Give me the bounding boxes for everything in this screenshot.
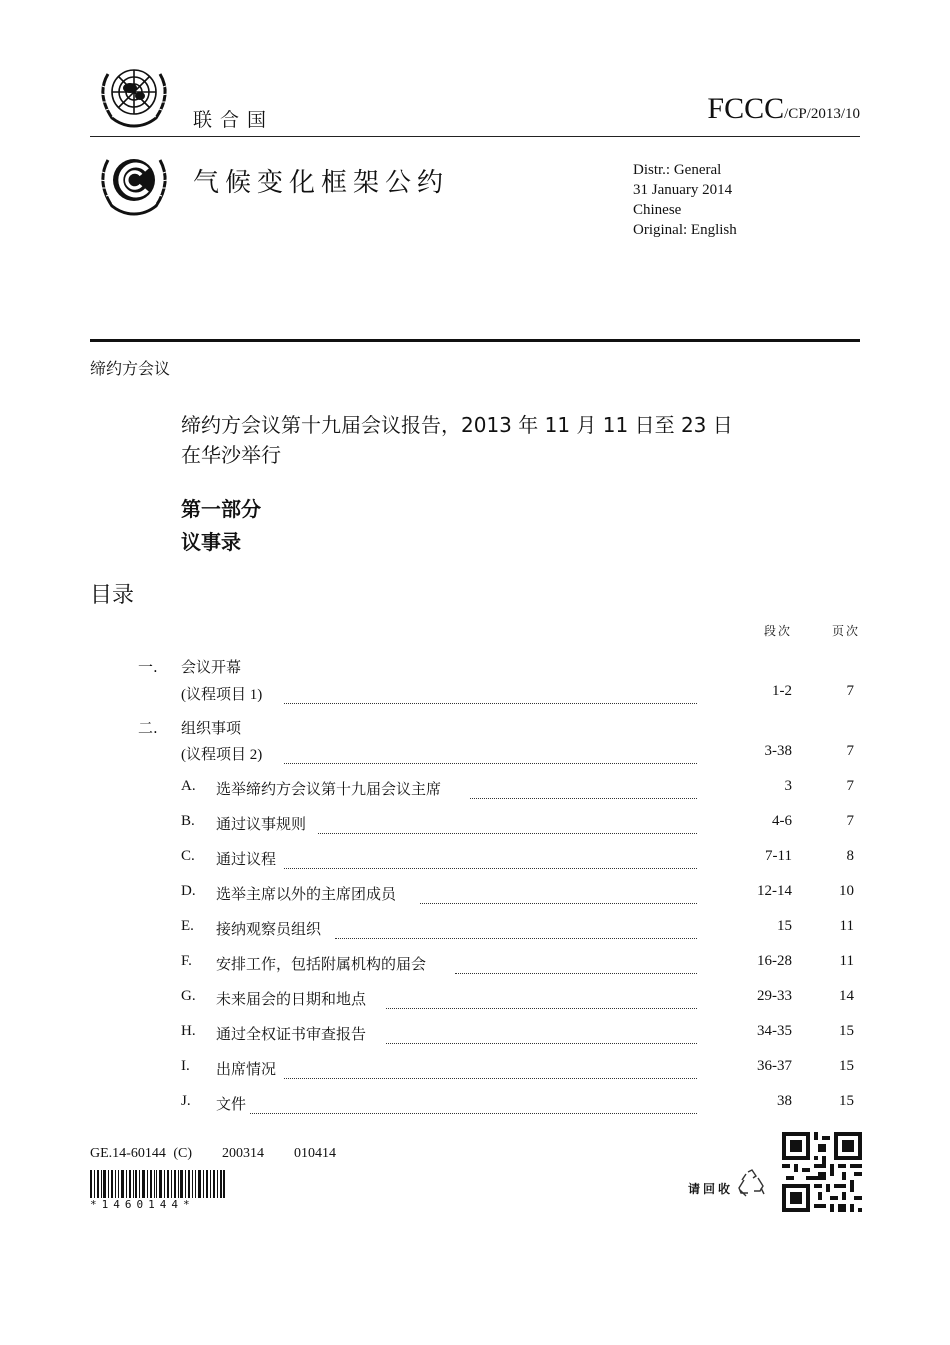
toc-page: 7 — [846, 813, 854, 829]
header-divider — [90, 136, 860, 137]
toc-paragraphs: 4-6 — [772, 813, 792, 829]
toc-page: 11 — [839, 918, 854, 934]
toc-subitem-text: 接纳观察员组织 — [216, 920, 322, 938]
toc-leader-dots — [318, 813, 697, 834]
toc-paragraphs: 12-14 — [757, 883, 792, 899]
toc-paragraphs: 29-33 — [757, 988, 792, 1004]
document-symbol — [707, 92, 860, 126]
un-emblem-icon — [90, 60, 178, 132]
toc-paragraphs: 3-38 — [764, 743, 792, 759]
toc-subitem-text: 出席情况 — [216, 1060, 277, 1078]
part-heading — [181, 493, 261, 559]
toc-paragraphs: 3 — [784, 778, 792, 794]
recycle-label: 请回收 — [688, 1182, 734, 1196]
toc-subitem[interactable] — [90, 1093, 860, 1115]
body-name: 缔约方会议 — [90, 359, 171, 378]
toc-page: 8 — [846, 848, 854, 864]
toc-item[interactable] — [90, 717, 860, 739]
report-title-line1: 缔约方会议第十九届会议报告，2013 年 11 月 11 日至 23 日 — [181, 413, 733, 437]
toc-leader-dots — [250, 1093, 697, 1114]
toc-subitem-text: 文件 — [216, 1095, 247, 1113]
toc-subitem-letter: G. — [181, 988, 196, 1004]
toc-subitem[interactable] — [90, 988, 860, 1010]
toc-subitem-letter: F. — [181, 953, 192, 969]
toc-subitem-letter: I. — [181, 1058, 190, 1074]
toc-item-agenda: (议程项目 2) — [181, 747, 263, 763]
report-title — [181, 410, 733, 470]
toc-leader-dots — [284, 683, 697, 704]
toc-item-sub[interactable] — [90, 683, 860, 705]
toc-subitem-letter: D. — [181, 883, 196, 899]
part-name: 议事录 — [181, 530, 241, 554]
toc-subitem[interactable] — [90, 953, 860, 975]
toc-subitem[interactable] — [90, 918, 860, 940]
toc-page: 10 — [839, 883, 854, 899]
toc-leader-dots — [455, 953, 697, 974]
job-number: GE.14-60144 (C) 200314 010414 — [90, 1146, 336, 1161]
toc-subitem-text: 通过全权证书审查报告 — [216, 1025, 367, 1043]
report-title-line2: 在华沙举行 — [181, 443, 281, 467]
toc-leader-dots — [284, 848, 697, 869]
toc-item-number: 二. — [138, 719, 158, 737]
toc-paragraphs: 16-28 — [757, 953, 792, 969]
toc-item[interactable] — [90, 656, 860, 678]
toc-paragraphs: 7-11 — [765, 848, 792, 864]
toc-subitem-text: 选举主席以外的主席团成员 — [216, 885, 397, 903]
toc-subitem-letter: J. — [181, 1093, 191, 1109]
toc-page: 15 — [839, 1058, 854, 1074]
toc-col-paragraphs: 段次 — [764, 624, 793, 638]
toc-item-sub[interactable] — [90, 743, 860, 765]
original-language: Original: English — [633, 222, 737, 238]
toc-page: 15 — [839, 1093, 854, 1109]
toc-leader-dots — [386, 1023, 697, 1044]
toc-title: 目录 — [90, 583, 135, 608]
toc-leader-dots — [284, 743, 697, 764]
toc-page: 11 — [839, 953, 854, 969]
distribution-block — [633, 160, 737, 240]
toc-leader-dots — [386, 988, 697, 1009]
toc-subitem[interactable] — [90, 883, 860, 905]
toc-subitem[interactable] — [90, 1058, 860, 1080]
toc-paragraphs: 15 — [777, 918, 792, 934]
toc-page: 7 — [846, 683, 854, 699]
toc-col-page: 页次 — [832, 624, 861, 638]
distribution: Distr.: General — [633, 162, 722, 178]
toc-page: 7 — [846, 743, 854, 759]
toc-subitem-letter: B. — [181, 813, 195, 829]
toc-subitem-text: 未来届会的日期和地点 — [216, 990, 367, 1008]
toc-subitem-letter: H. — [181, 1023, 196, 1039]
toc-subitem-text: 安排工作，包括附属机构的届会 — [216, 955, 427, 973]
section-divider — [90, 339, 860, 342]
toc-paragraphs: 38 — [777, 1093, 792, 1109]
toc-item-number: 一. — [138, 658, 158, 676]
symbol-main: FCCC — [707, 92, 785, 125]
barcode-text: *1460144* — [90, 1198, 195, 1211]
toc-paragraphs: 36-37 — [757, 1058, 792, 1074]
toc-item-heading: 组织事项 — [181, 719, 242, 737]
issue-date: 31 January 2014 — [633, 182, 733, 198]
barcode-icon — [90, 1170, 225, 1198]
toc-item-heading: 会议开幕 — [181, 658, 242, 676]
toc-paragraphs: 34-35 — [757, 1023, 792, 1039]
document-language: Chinese — [633, 202, 682, 218]
part-label: 第一部分 — [181, 497, 261, 521]
toc-page: 15 — [839, 1023, 854, 1039]
toc-subitem[interactable] — [90, 813, 860, 835]
toc-leader-dots — [470, 778, 697, 799]
un-name: 联合国 — [193, 109, 275, 131]
unfccc-emblem-icon — [90, 148, 178, 220]
toc-leader-dots — [420, 883, 697, 904]
toc-leader-dots — [335, 918, 697, 939]
toc-subitem[interactable] — [90, 848, 860, 870]
toc-subitem[interactable] — [90, 1023, 860, 1045]
toc-paragraphs: 1-2 — [772, 683, 792, 699]
toc-subitem-letter: E. — [181, 918, 194, 934]
toc-subitem-letter: C. — [181, 848, 195, 864]
toc-subitem[interactable] — [90, 778, 860, 800]
toc-page: 14 — [839, 988, 854, 1004]
toc-subitem-text: 通过议事规则 — [216, 815, 307, 833]
toc-subitem-text: 通过议程 — [216, 850, 277, 868]
convention-name: 气候变化框架公约 — [193, 168, 450, 198]
qr-code-icon — [782, 1132, 862, 1212]
toc-page: 7 — [846, 778, 854, 794]
toc-subitem-text: 选举缔约方会议第十九届会议主席 — [216, 780, 442, 798]
toc-item-agenda: (议程项目 1) — [181, 687, 263, 703]
toc-leader-dots — [284, 1058, 697, 1079]
recycle-icon — [736, 1168, 768, 1198]
symbol-sub: /CP/2013/10 — [784, 106, 860, 122]
toc-subitem-letter: A. — [181, 778, 196, 794]
